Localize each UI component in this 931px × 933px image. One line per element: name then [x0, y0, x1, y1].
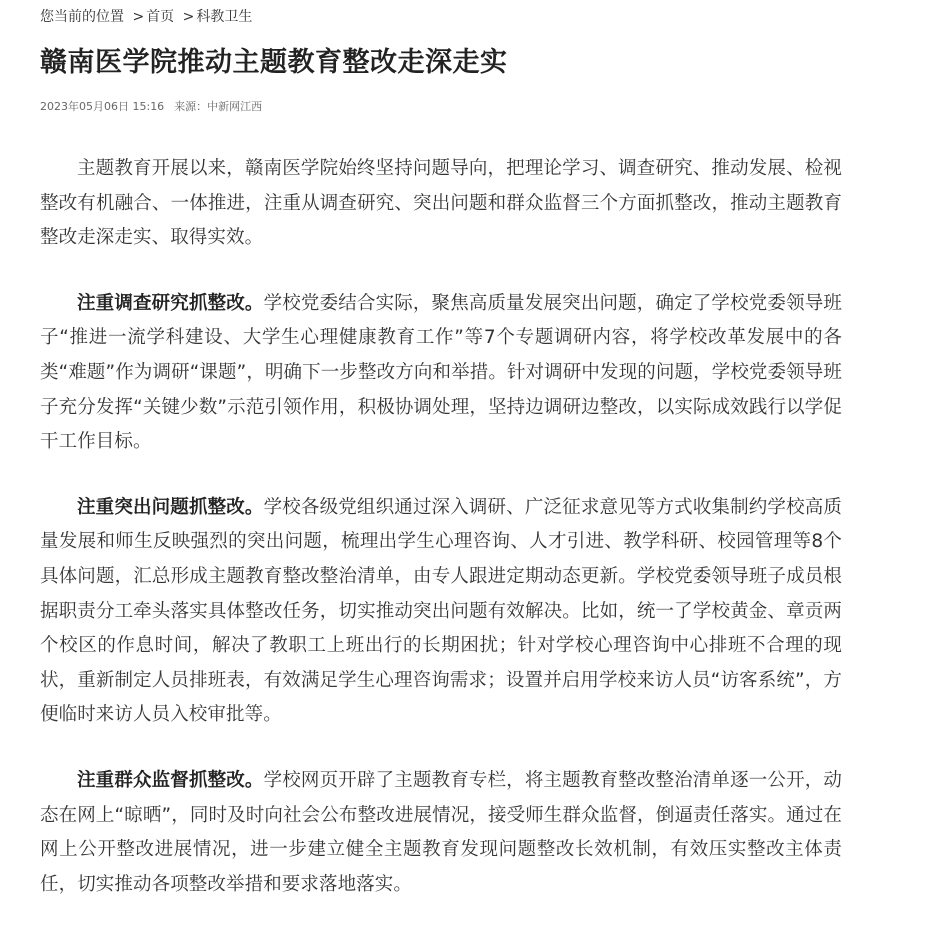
breadcrumb-separator: > [132, 9, 145, 25]
breadcrumb [40, 7, 252, 27]
paragraph-lead: 注重突出问题抓整改。 [77, 496, 264, 518]
article-paragraph [40, 152, 842, 256]
paragraph-lead: 注重调查研究抓整改。 [77, 292, 264, 314]
paragraph-text: 学校党委结合实际，聚焦高质量发展突出问题，确定了学校党委领导班子“推进一流学科建设、大学生心理健康教育工作”等7个专题调研内容，将学校改革发展中的各类“难题”作为调研“课题”，明确下一步整改方向和举措。针对调研中发现的问题，学校党委领导班子充分发挥“关键少数”示范引领作用，积极协调处理，坚持边调研边整改，以实际成效践行以学促干工作目标。 [40, 292, 842, 453]
article-source: 来源：中新网江西 [174, 100, 263, 113]
article-paragraph [40, 764, 842, 902]
breadcrumb-label: 您当前的位置 [40, 9, 124, 25]
article-body [40, 152, 842, 933]
article-meta [40, 99, 262, 115]
paragraph-text: 主题教育开展以来，赣南医学院始终坚持问题导向，把理论学习、调查研究、推动发展、检视整改有机融合、一体推进，注重从调查研究、突出问题和群众监督三个方面抓整改，推动主题教育整改走深走实、取得实效。 [40, 158, 842, 249]
article-title: 赣南医学院推动主题教育整改走深走实 [40, 47, 508, 78]
paragraph-text: 学校网页开辟了主题教育专栏，将主题教育整改整治清单逐一公开，动态在网上“晾晒”，同时及时向社会公布整改进展情况，接受师生群众监督，倒逼责任落实。通过在网上公开整改进展情况，进一步建立健全主题教育发现问题整改长效机制，有效压实整改主体责任，切实推动各项整改举措和要求落地落实。 [40, 769, 842, 895]
breadcrumb-category-link[interactable]: 科教卫生 [196, 9, 253, 25]
article-date: 2023年05月06日 15:16 [40, 100, 165, 113]
breadcrumb-home-link[interactable]: 首页 [146, 9, 175, 25]
article-paragraph [40, 287, 842, 460]
paragraph-lead: 注重群众监督抓整改。 [77, 769, 264, 791]
article-paragraph [40, 491, 842, 733]
breadcrumb-separator: > [182, 9, 195, 25]
paragraph-text: 学校各级党组织通过深入调研、广泛征求意见等方式收集制约学校高质量发展和师生反映强烈的突出问题，梳理出学生心理咨询、人才引进、教学科研、校园管理等8个具体问题，汇总形成主题教育整改整治清单，由专人跟进定期动态更新。学校党委领导班子成员根据职责分工牵头落实具体整改任务，切实推动突出问题有效解决。比如，统一了学校黄金、章贡两个校区的作息时间，解决了教职工上班出行的长期困扰；针对学校心理咨询中心排班不合理的现状，重新制定人员排班表，有效满足学生心理咨询需求；设置并启用学校来访人员“访客系统”，方便临时来访人员入校审批等。 [40, 496, 842, 726]
